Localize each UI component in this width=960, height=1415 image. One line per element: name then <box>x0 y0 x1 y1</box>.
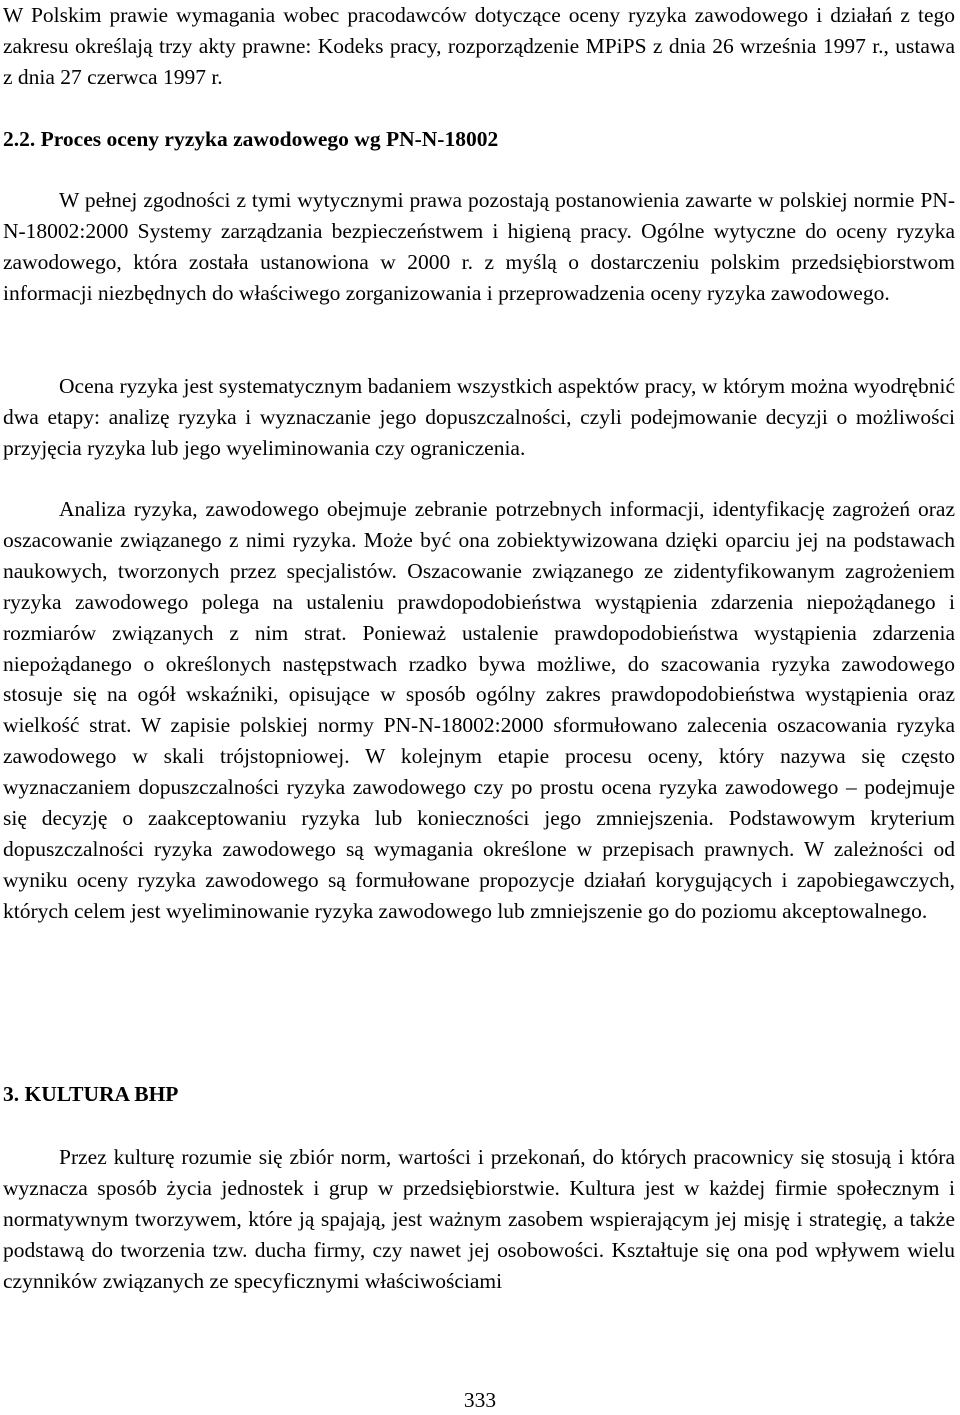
page-number: 333 <box>463 1388 497 1412</box>
section-heading: 2.2. Proces oceny ryzyka zawodowego wg PN-N-18002 <box>3 127 499 151</box>
kultura-heading: 3. KULTURA BHP <box>3 1082 179 1106</box>
section-paragraph: Ocena ryzyka jest systematycznym badaniem wszystkich aspektów pracy, w którym można wyodrębnić dwa etapy: analizę ryzyka i wyznaczanie jego dopuszczalności, czyli podejmowanie decyzji o możliwości przyjęcia ryzyka lub jego wyeliminowania czy ograniczenia. <box>3 374 955 460</box>
section-paragraph: W pełnej zgodności z tymi wytycznymi prawa pozostają postanowienia zawarte w polskiej normie PN-N-18002:2000 Systemy zarządzania bezpieczeństwem i higieną pracy. Ogólne wytyczne do oceny ryzyka zawodowego, która została ustanowiona w 2000 r. z myślą o dostarczeniu polskim przedsiębiorstwom informacji niezbędnych do właściwego zorganizowania i przeprowadzenia oceny ryzyka zawodowego. <box>3 188 955 305</box>
kultura-paragraph: Przez kulturę rozumie się zbiór norm, wartości i przekonań, do których pracownicy się stosują i która wyznacza sposób życia jednostek i grup w przedsiębiorstwie. Kultura jest w każdej firmie społecznym i normatywnym tworzywem, które ją spajają, jest ważnym zasobem wspierającym jej misję i strategię, a także podstawą do tworzenia tzw. ducha firmy, czy nawet jej osobowości. Kształtuje się ona pod wpływem wielu czynników związanych ze specyficznymi właściwościami <box>3 1145 955 1293</box>
intro-paragraph: W Polskim prawie wymagania wobec pracodawców dotyczące oceny ryzyka zawodowego i działań z tego zakresu określają trzy akty prawne: Kodeks pracy, rozporządzenie MPiPS z dnia 26 września 1997 r., ustawa z dnia 27 czerwca 1997 r. <box>3 3 955 89</box>
section-paragraph: Analiza ryzyka, zawodowego obejmuje zebranie potrzebnych informacji, identyfikację zagrożeń oraz oszacowanie związanego z nimi ryzyka. Może być ona zobiektywizowana dzięki oparciu jej na podstawach naukowych, tworzonych przez specjalistów. Oszacowanie związanego ze zidentyfikowanym zagrożeniem ryzyka zawodowego polega na ustaleniu prawdopodobieństwa wystąpienia zdarzenia niepożądanego i rozmiarów związanych z nim strat. Ponieważ ustalenie prawdopodobieństwa wystąpienia zdarzenia niepożądanego o określonych następstwach rzadko bywa możliwe, do szacowania ryzyka zawodowego stosuje się na ogół wskaźniki, opisujące w sposób ogólny zakres prawdopodobieństwa wystąpienia oraz wielkość strat. W zapisie polskiej normy PN-N-18002:2000 sformułowano zalecenia oszacowania ryzyka zawodowego w skali trójstopniowej. W kolejnym etapie procesu oceny, który nazywa się często wyznaczaniem dopuszczalności ryzyka zawodowego czy po prostu ocena ryzyka zawodowego – podejmuje się decyzję o zaakceptowaniu ryzyka lub konieczności jego zmniejszenia. Podstawowym kryterium dopuszczalności ryzyka zawodowego są wymagania określone w przepisach prawnych. W zależności od wyniku oceny ryzyka zawodowego są formułowane propozycje działań korygujących i zapobiegawczych, których celem jest wyeliminowanie ryzyka zawodowego lub zmniejszenie go do poziomu akceptowalnego. <box>3 497 955 923</box>
